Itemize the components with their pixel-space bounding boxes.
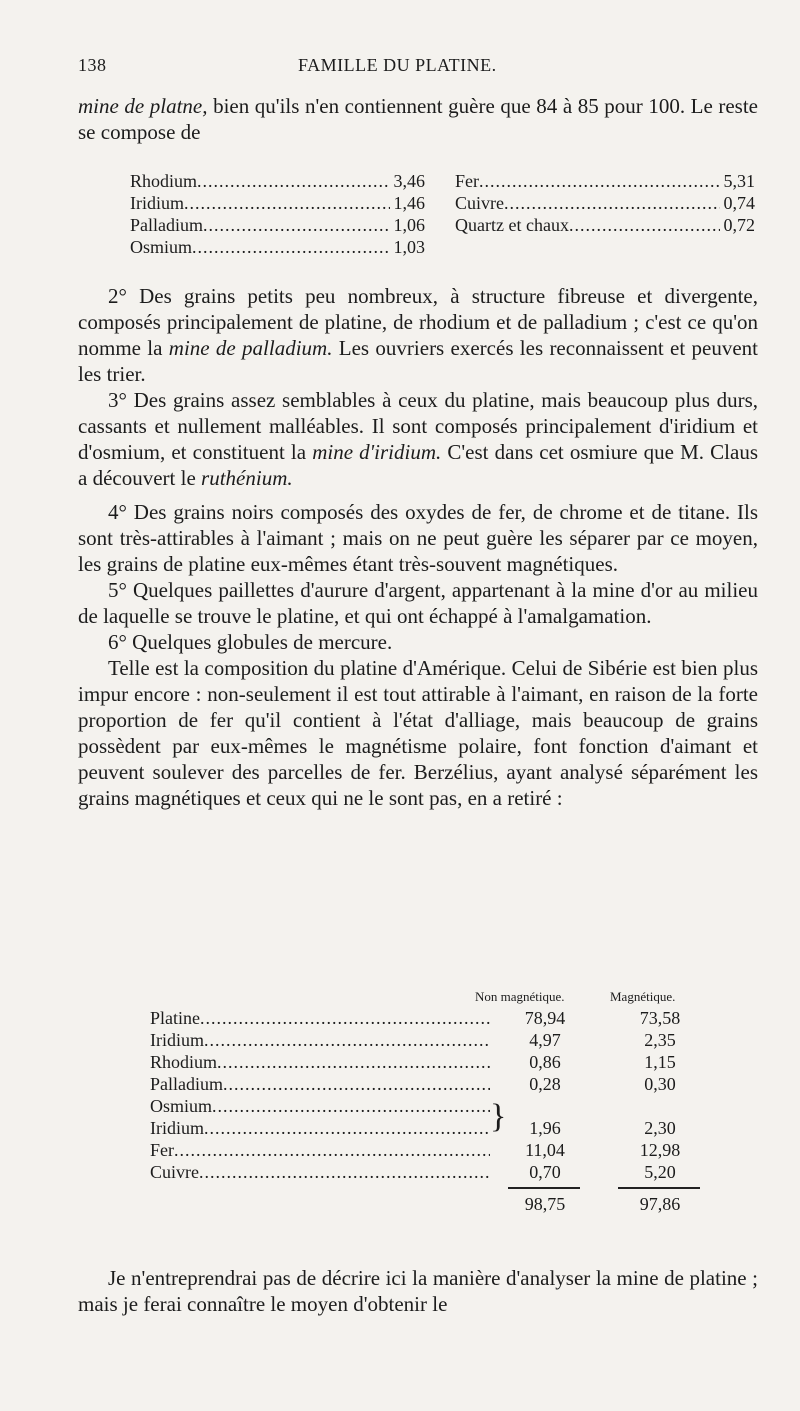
table-row: Osmium ..... (150, 1095, 710, 1117)
sum-rule (508, 1187, 580, 1189)
table-row: Fer ..... 11,04 12,98 (150, 1139, 710, 1161)
table-row: Rhodium ..... 0,86 1,15 (150, 1051, 710, 1073)
element-name: Rhodium (130, 171, 198, 191)
table-row: Iridium ..... } 1,96 2,30 (150, 1117, 710, 1139)
table-row: Platine ..... 78,94 73,58 (150, 1007, 710, 1029)
composition-row (130, 236, 760, 258)
total-value: 98,75 (524, 1194, 566, 1214)
composition-row (130, 192, 760, 214)
composition-table (130, 170, 760, 258)
element-name: Fer (455, 171, 479, 191)
column-header: Magnétique. (610, 989, 676, 1004)
analysis-table (150, 985, 710, 1217)
paragraph-3: 3° Des grains assez semblables à ceux du platine, mais beaucoup plus durs, cassants et nullement malléables. Il sont composés principalement d'iridium et d'osmium, et constituent la mine d'iridium. C'est dans cet osmiure que M. Claus a découvert le ruthénium. (78, 388, 758, 490)
table-row: Cuivre ..... 0,70 5,20 (150, 1161, 710, 1183)
element-value: 1,46 (393, 193, 425, 213)
element-value: 5,31 (723, 171, 755, 191)
paragraph-4: 4° Des grains noirs composés des oxydes de fer, de chrome et de titane. Ils sont très-attirables à l'aimant ; mais on ne peut guère les séparer par ce moyen, les grains de platine eux-mêmes étant très-souvent magnétiques. (78, 500, 758, 576)
element-name: Quartz et chaux (455, 215, 569, 235)
page-number: 138 (78, 55, 107, 75)
element-value: 0,72 (723, 215, 755, 235)
intro-emphasis: mine de platne, (78, 94, 208, 118)
element-name: Palladium (130, 215, 203, 235)
paragraph-5: 5° Quelques paillettes d'aurure d'argent, appartenant à la mine d'or au milieu de laquelle se trouve le platine, et qui ont échappé à l'amalgamation. (78, 578, 758, 628)
total-value: 97,86 (639, 1194, 681, 1214)
closing-paragraph: Je n'entreprendrai pas de décrire ici la manière d'analyser la mine de platine ; mais je ferai connaître le moyen d'obtenir le (78, 1266, 758, 1316)
element-value: 3,46 (393, 171, 425, 191)
paragraph-7: Telle est la composition du platine d'Amérique. Celui de Sibérie est bien plus impur encore : non-seulement il est tout attirable à l'aimant, en raison de la forte proportion de fer qu'il contient à l'état d'alliage, mais beaucoup de grains possèdent par eux-mêmes le magnétisme polaire, font fonction d'aimant et peuvent soulever des parcelles de fer. Berzélius, ayant analysé séparément les grains magnétiques et ceux qui ne le sont pas, en a retiré : (78, 656, 758, 810)
paragraph-6: 6° Quelques globules de mercure. (108, 630, 393, 654)
table-row: Iridium ..... 4,97 2,35 (150, 1029, 710, 1051)
table-header (150, 985, 710, 1007)
element-name: Cuivre (455, 193, 504, 213)
page-header (78, 55, 758, 85)
element-name: Iridium (130, 193, 184, 213)
running-title: FAMILLE DU PLATINE. (298, 55, 497, 75)
body-text (78, 283, 758, 811)
intro-text: bien qu'ils n'en contiennent guère que 84 à 85 pour 100. Le reste se compose de (78, 94, 758, 144)
brace-symbol: } (490, 1098, 507, 1135)
sum-rule (618, 1187, 700, 1189)
element-name: Osmium (130, 237, 193, 257)
composition-row (130, 170, 760, 192)
table-row: Palladium ..... 0,28 0,30 (150, 1073, 710, 1095)
total-row (150, 1187, 710, 1217)
intro-paragraph (78, 93, 758, 145)
element-value: 1,06 (393, 215, 425, 235)
element-value: 0,74 (723, 193, 755, 213)
composition-row (130, 214, 760, 236)
column-header: Non magnétique. (475, 989, 565, 1004)
element-value: 1,03 (393, 237, 425, 257)
paragraph-2: 2° Des grains petits peu nombreux, à structure fibreuse et divergente, composés principalement de platine, de rhodium et de palladium ; c'est ce qu'on nomme la mine de palladium. Les ouvriers exercés les reconnaissent et peuvent les trier. (78, 284, 758, 386)
